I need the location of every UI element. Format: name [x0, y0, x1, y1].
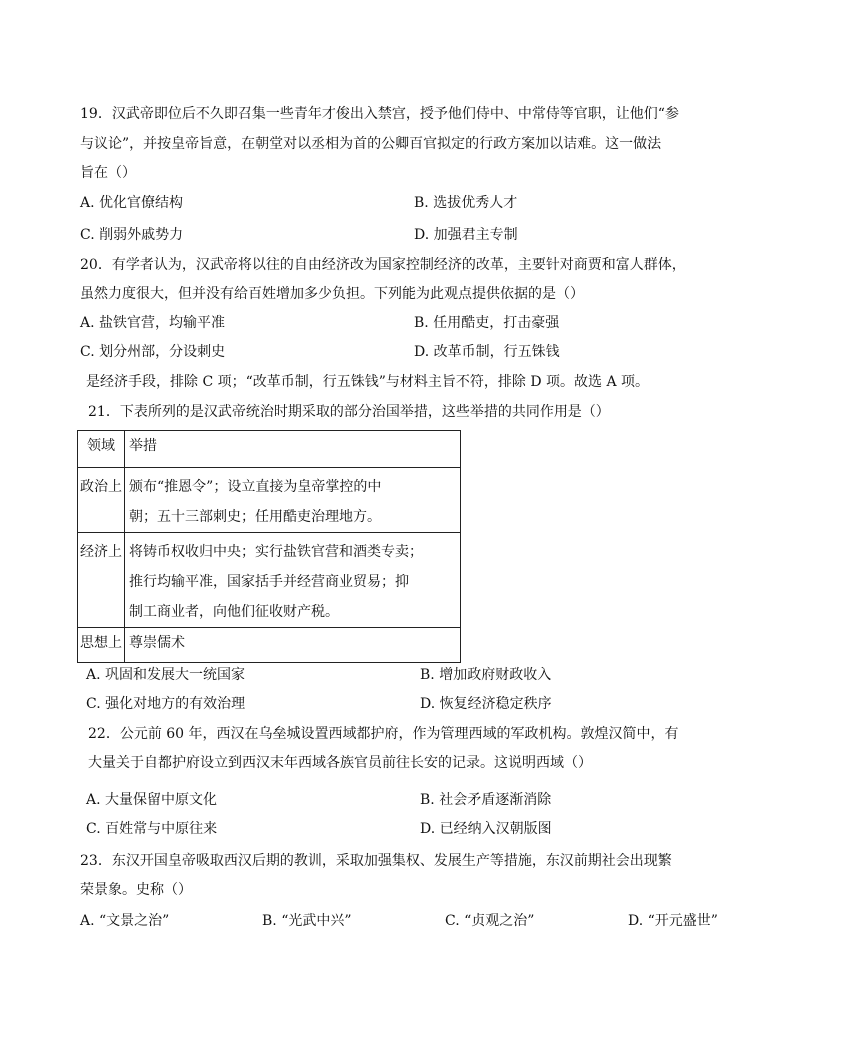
table-cell-line: 将铸币权收归中央；实行盐铁官营和酒类专卖； [129, 544, 423, 560]
table-cell-field: 思想上 [78, 628, 125, 663]
table-cell-field: 政治上 [78, 468, 125, 533]
question-21-option-c[interactable]: C. 强化对地方的有效治理 [86, 696, 246, 712]
table-row [78, 628, 461, 663]
question-19-option-b[interactable]: B. 选拔优秀人才 [414, 195, 518, 211]
table-row [78, 468, 461, 533]
answer-note: 是经济手段，排除 C 项；“改革币制，行五铢钱”与材料主旨不符，排除 D 项。故选 A 项。 [86, 374, 650, 390]
question-20-line-1: 20．有学者认为，汉武帝将以往的自由经济改为国家控制经济的改革，主要针对商贾和富人群体， [80, 257, 686, 273]
table-cell-measures [125, 468, 461, 533]
question-19-line-1: 19．汉武帝即位后不久即召集一些青年才俊出入禁宫，授予他们侍中、中常侍等官职，让他们“参 [80, 106, 679, 122]
question-22-option-b[interactable]: B. 社会矛盾逐渐消除 [420, 792, 552, 808]
table-cell-line: 朝；五十三部刺史；任用酷吏治理地方。 [129, 509, 381, 525]
table-cell-measures [125, 628, 461, 663]
question-20-option-c[interactable]: C. 划分州部，分设刺史 [80, 344, 226, 360]
question-20-line-2: 虽然力度很大，但并没有给百姓增加多少负担。下列能为此观点提供依据的是（） [80, 286, 584, 302]
question-23-option-b[interactable]: B. “光武中兴” [262, 913, 352, 929]
table-cell-line: 制工商业者，向他们征收财产税。 [129, 604, 339, 620]
table-cell-line: 尊崇儒术 [129, 635, 185, 651]
table-cell-line: 推行均输平准，国家括手并经营商业贸易；抑 [129, 574, 409, 590]
measures-table [77, 430, 461, 663]
question-20-option-a[interactable]: A. 盐铁官营，均输平准 [80, 315, 226, 331]
table-header-measures: 举措 [125, 431, 461, 468]
table-cell-line: 颁布“推恩令”；设立直接为皇帝掌控的中 [129, 479, 382, 495]
table-header-row [78, 431, 461, 468]
question-22-option-d[interactable]: D. 已经纳入汉朝版图 [420, 821, 552, 837]
question-21-option-b[interactable]: B. 增加政府财政收入 [420, 667, 552, 683]
question-21-line-1: 21．下表所列的是汉武帝统治时期采取的部分治国举措，这些举措的共同作用是（） [88, 404, 610, 420]
question-20-option-b[interactable]: B. 任用酷吏，打击豪强 [414, 315, 560, 331]
question-19-line-2: 与议论”，并按皇帝旨意，在朝堂对以丞相为首的公卿百官拟定的行政方案加以诘难。这一做法 [80, 136, 662, 152]
table-row [78, 533, 461, 628]
question-22-line-1: 22．公元前 60 年，西汉在乌垒城设置西域都护府，作为管理西域的军政机构。敦煌汉简中，有 [88, 726, 679, 742]
table-header-field: 领域 [78, 431, 125, 468]
question-23-line-2: 荣景象。史称（） [80, 882, 192, 898]
table-cell-field: 经济上 [78, 533, 125, 628]
question-19-option-c[interactable]: C. 削弱外戚势力 [80, 227, 184, 243]
question-21-option-a[interactable]: A. 巩固和发展大一统国家 [86, 667, 246, 683]
question-23-option-c[interactable]: C. “贞观之治” [445, 913, 535, 929]
question-19-line-3: 旨在（） [80, 165, 136, 181]
question-22-option-c[interactable]: C. 百姓常与中原往来 [86, 821, 218, 837]
question-22-line-2: 大量关于自都护府设立到西汉末年西域各族官员前往长安的记录。这说明西域（） [88, 755, 592, 771]
question-20-option-d[interactable]: D. 改革币制，行五铢钱 [414, 344, 560, 360]
question-23-line-1: 23．东汉开国皇帝吸取西汉后期的教训，采取加强集权、发展生产等措施，东汉前期社会出现繁 [80, 853, 672, 869]
question-23-option-a[interactable]: A. “文景之治” [80, 913, 170, 929]
question-23-option-d[interactable]: D. “开元盛世” [628, 913, 718, 929]
table-cell-measures [125, 533, 461, 628]
question-19-option-d[interactable]: D. 加强君主专制 [414, 227, 518, 243]
question-21-option-d[interactable]: D. 恢复经济稳定秩序 [420, 696, 552, 712]
question-19-option-a[interactable]: A. 优化官僚结构 [80, 195, 184, 211]
question-22-option-a[interactable]: A. 大量保留中原文化 [86, 792, 218, 808]
